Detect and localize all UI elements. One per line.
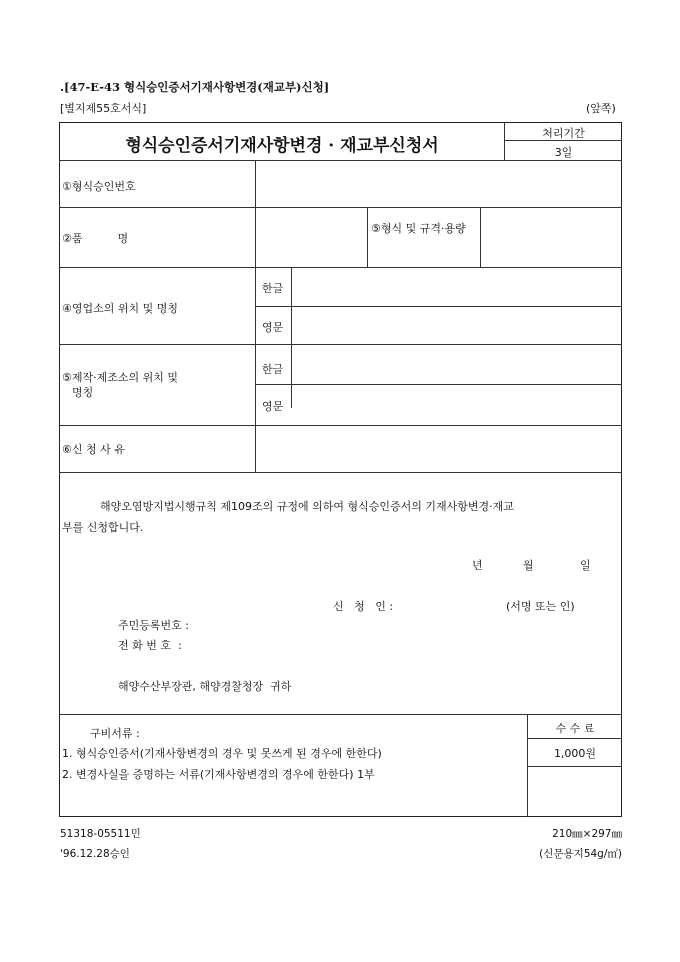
documents-title: 구비서류 : <box>90 727 140 740</box>
date-month: 월 <box>523 559 534 572</box>
business-label: ④영업소의 위치 및 명칭 <box>62 302 178 315</box>
factory-label-line2: 명칭 <box>72 386 94 399</box>
form-box <box>59 122 622 817</box>
form-number: [별지제55호서식] <box>60 102 147 115</box>
model-spec-label: ⑤형식 및 규격·용량 <box>371 222 466 235</box>
documents-item-2: 2. 변경사실을 증명하는 서류(기재사항변경의 경우에 한한다) 1부 <box>62 768 375 781</box>
processing-period-label: 처리기간 <box>542 127 585 140</box>
footer-approval: '96.12.28승인 <box>60 848 130 860</box>
footer-code: 51318-05511민 <box>60 828 141 840</box>
date-year: 년 <box>472 559 483 572</box>
form-title: 형식승인증서기재사항변경 · 재교부신청서 <box>125 136 439 156</box>
footer-size: 210㎜×297㎜ <box>552 828 622 840</box>
reason-label: ⑥신 청 사 유 <box>62 443 125 456</box>
documents-item-1: 1. 형식승인증서(기재사항변경의 경우 및 못쓰게 된 경우에 한한다) <box>62 747 382 760</box>
footer-paper: (신문용지54g/㎡) <box>539 848 622 860</box>
recipient: 해양수산부장관, 해양경찰청장 귀하 <box>118 680 292 693</box>
page-side: (앞쪽) <box>586 102 616 115</box>
factory-english-label: 영문 <box>262 400 284 413</box>
processing-period-value: 3일 <box>554 146 573 159</box>
signature-label: (서명 또는 인) <box>506 600 575 613</box>
statement-line1: 해양오염방지법시행규칙 제109조의 규정에 의하여 형식승인증서의 기재사항변경·재교 <box>100 500 514 513</box>
factory-label-line1: ⑤제작·제조소의 위치 및 <box>62 371 178 384</box>
form-code: .[47-E-43 형식승인증서기재사항변경(재교부)신청] <box>60 80 330 94</box>
date-day: 일 <box>580 559 591 572</box>
factory-korean-label: 한글 <box>262 363 284 376</box>
product-name-label: ②품 명 <box>62 232 129 245</box>
business-korean-label: 한글 <box>262 282 284 295</box>
phone-label: 전 화 번 호 : <box>118 639 182 652</box>
applicant-label: 신 청 인 : <box>333 600 394 613</box>
fee-label: 수 수 료 <box>555 722 595 735</box>
approval-number-label: ①형식승인번호 <box>62 180 136 193</box>
statement-line2: 부를 신청합니다. <box>62 521 144 534</box>
fee-value: 1,000원 <box>553 747 597 760</box>
resident-number-label: 주민등록번호 : <box>118 619 189 632</box>
business-english-label: 영문 <box>262 321 284 334</box>
